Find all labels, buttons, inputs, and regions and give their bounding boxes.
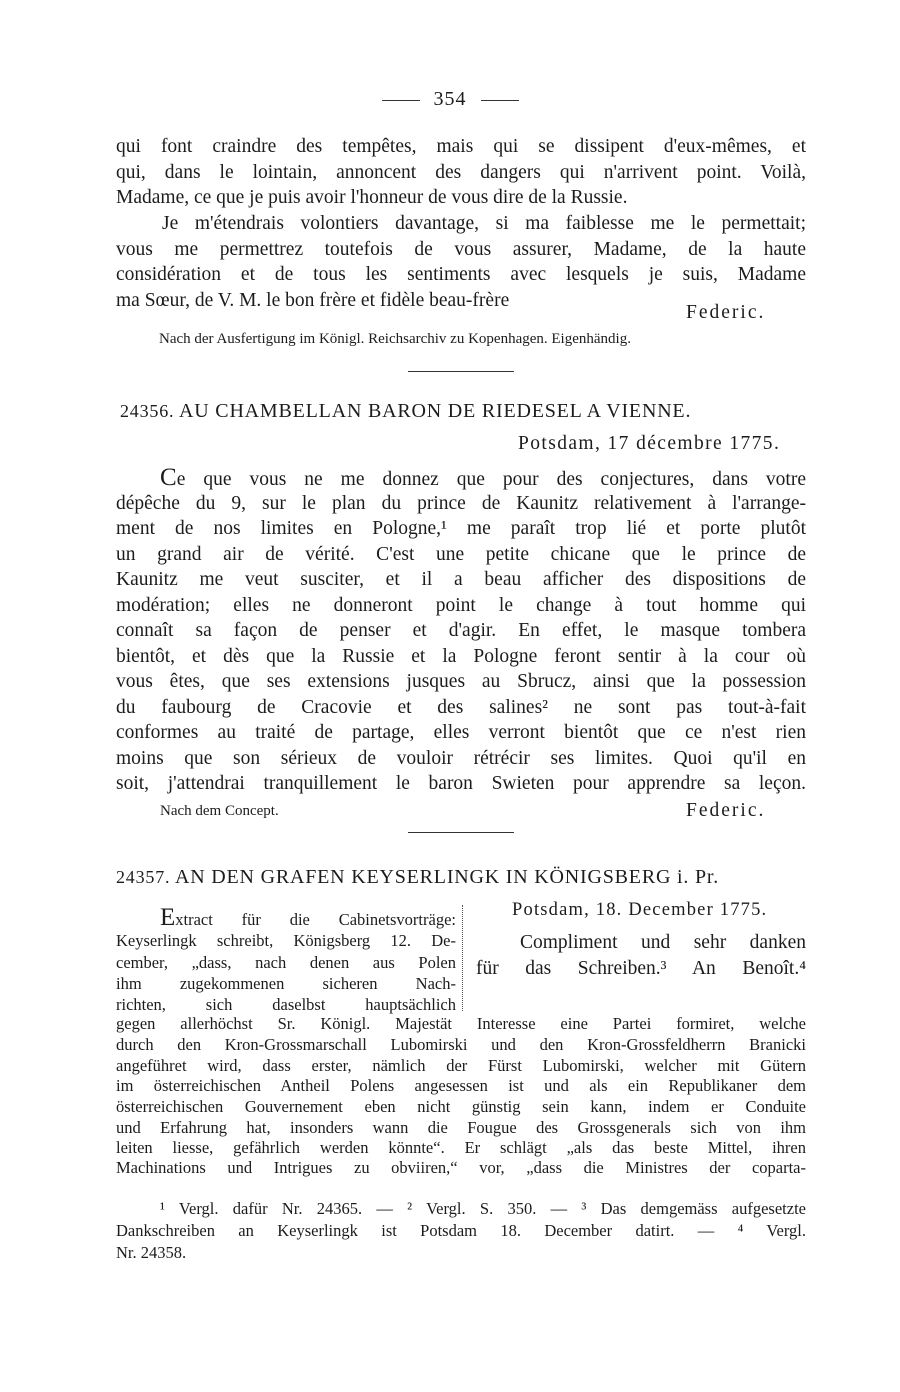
text-line: durch den Kron-Grossmarschall Lubomirski und den Kron-Grossfeldherrn Branicki <box>116 1035 806 1054</box>
letter-title: AN DEN GRAFEN KEYSERLINGK IN KÖNIGSBERG i. Pr. <box>175 866 720 888</box>
text-line: dépêche du 9, sur le plan du prince de Kaunitz relativement à l'arrange- <box>116 493 806 514</box>
column-divider <box>462 905 463 1011</box>
text-line: connaît sa façon de penser et d'agir. En effet, le masque tombera <box>116 620 806 641</box>
text-line: für das Schreiben.³ An Benoît.⁴ <box>476 958 806 979</box>
text-line-rest: e que vous ne me donnez que pour des conjectures, dans votre <box>176 469 806 490</box>
text-line: conformes au traité de partage, elles verront bientôt que ce n'est rien <box>116 722 806 743</box>
text-line: Machinations und Intrigues zu obviiren,“ vor, „dass die Ministres der coparta- <box>116 1158 806 1177</box>
text-line-rest: xtract für die Cabinetsvorträge: <box>175 910 456 929</box>
place-date: Potsdam, 18. December 1775. <box>512 900 768 920</box>
text-line: Je m'étendrais volontiers davantage, si ma faiblesse me le permettait; <box>162 213 806 234</box>
letter-number: 24357. <box>116 867 171 887</box>
text-line: vous êtes, que ses extensions jusques au Sbrucz, ainsi que la possession <box>116 671 806 692</box>
signature: Federic. <box>686 302 766 323</box>
letter-heading <box>120 400 810 423</box>
text-line: und Erfahrung hat, insonders wann die Fougue des Grossgenerals sich von ihm <box>116 1118 806 1137</box>
page-number-dash-right <box>481 100 519 101</box>
text-line: im österreichischen Antheil Polens angesessen ist und als ein Republikaner dem <box>116 1076 806 1095</box>
text-line: considération et de tous les sentiments avec lesquels je suis, Madame <box>116 264 806 285</box>
signature: Federic. <box>686 800 766 821</box>
text-line: ma Sœur, de V. M. le bon frère et fidèle beau-frère <box>116 290 510 311</box>
source-note: Nach der Ausfertigung im Königl. Reichsarchiv zu Kopenhagen. Eigenhändig. <box>159 331 631 347</box>
text-line: qui font craindre des tempêtes, mais qui se dissipent d'eux-mêmes, et <box>116 136 806 157</box>
text-line: Keyserlingk schreibt, Königsberg 12. De- <box>116 931 456 950</box>
section-rule <box>408 832 514 833</box>
page-number <box>0 88 900 111</box>
letter-number: 24356. <box>120 401 175 421</box>
text-line: Madame, ce que je puis avoir l'honneur de vous dire de la Russie. <box>116 187 628 208</box>
letter-heading <box>116 866 816 889</box>
place-date: Potsdam, 17 décembre 1775. <box>518 433 781 454</box>
footnote-line: ¹ Vergl. dafür Nr. 24365. — ² Vergl. S. 350. — ³ Das demgemäss aufgesetzte <box>160 1199 806 1218</box>
text-line: un grand air de vérité. C'est une petite chicane que le prince de <box>116 544 806 565</box>
text-line: bientôt, et dès que la Russie et la Pologne feront sentir à la cour où <box>116 646 806 667</box>
footnote-line: Nr. 24358. <box>116 1243 187 1262</box>
drop-cap: C <box>160 465 177 491</box>
footnote-line: Dankschreiben an Keyserlingk ist Potsdam 18. December datirt. — ⁴ Vergl. <box>116 1221 806 1240</box>
page-number-value: 354 <box>433 88 467 110</box>
text-line: Kaunitz me veut susciter, et il a beau afficher des dispositions de <box>116 569 806 590</box>
text-line: soit, j'attendrai tranquillement le baron Swieten pour apprendre sa leçon. <box>116 773 806 794</box>
text-line: du faubourg de Cracovie et des salines² ne sont pas tout-à-fait <box>116 697 806 718</box>
section-rule <box>408 371 514 372</box>
text-line <box>160 904 456 932</box>
text-line <box>160 465 806 492</box>
text-line: moins que son sérieux de vouloir rétrécir ses limites. Quoi qu'il en <box>116 748 806 769</box>
page-number-dash-left <box>382 100 420 101</box>
text-line: qui, dans le lointain, annoncent des dangers qui n'arrivent point. Voilà, <box>116 162 806 183</box>
text-line: ihm zugekommenen sicheren Nach- <box>116 974 456 993</box>
text-line: modération; elles ne donneront point le change à tout homme qui <box>116 595 806 616</box>
text-line: ment de nos limites en Pologne,¹ me paraît trop lié et porte plutôt <box>116 518 806 539</box>
text-line: angeführet wird, dass erster, nämlich der Fürst Lubomirski, welcher mit Gütern <box>116 1056 806 1075</box>
text-line: Compliment und sehr danken <box>520 932 806 953</box>
text-line: vous me permettrez toutefois de vous assurer, Madame, de la haute <box>116 239 806 260</box>
text-line: österreichischen Gouvernement eben nicht günstig sein kann, indem er Conduite <box>116 1097 806 1116</box>
text-line: leiten liesse, gefährlich werden könnte“. Er schlägt „als das beste Mittel, ihren <box>116 1138 806 1157</box>
text-line: richten, sich daselbst hauptsächlich <box>116 995 456 1014</box>
drop-cap: E <box>160 904 176 931</box>
letter-title: AU CHAMBELLAN BARON DE RIEDESEL A VIENNE. <box>179 400 692 422</box>
text-line: cember, „dass, nach denen aus Polen <box>116 953 456 972</box>
text-line: gegen allerhöchst Sr. Königl. Majestät Interesse eine Partei formiret, welche <box>116 1014 806 1033</box>
source-note: Nach dem Concept. <box>160 803 279 819</box>
